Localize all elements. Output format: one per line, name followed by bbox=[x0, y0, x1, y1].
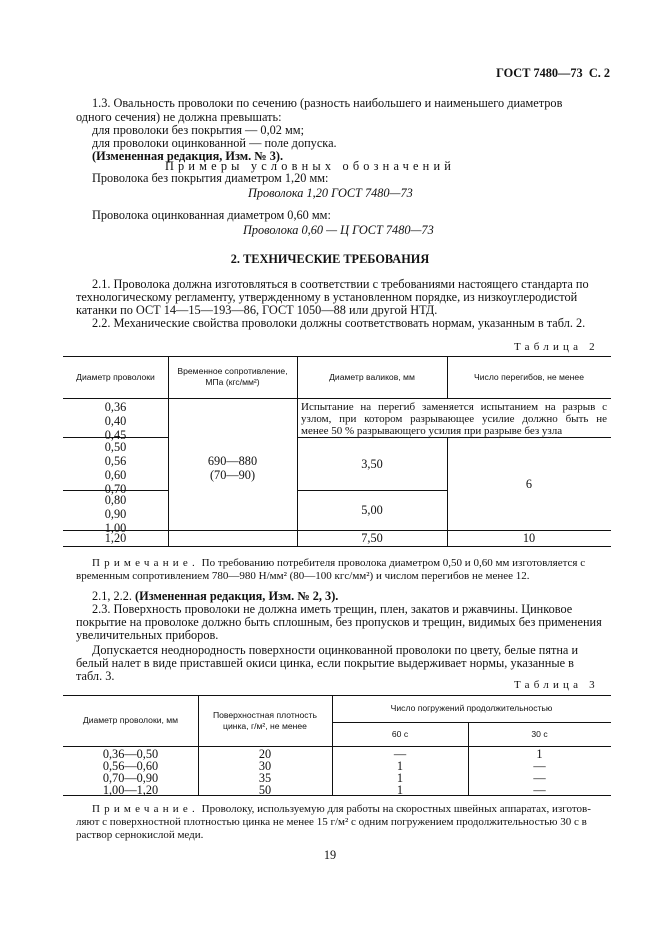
cell-density: 35 bbox=[258, 771, 272, 785]
example2-text: Проволока оцинкованная диаметром 0,60 мм: bbox=[92, 208, 331, 222]
para-2-4-line3: табл. 3. bbox=[76, 669, 115, 683]
edit-clauses: 2.1, 2.2. bbox=[92, 589, 132, 603]
cell-30s: 1 bbox=[536, 747, 543, 761]
para-2-4-line1: Допускается неоднородность поверхности оцинкованной проволоки по цвету, белые пятна и bbox=[92, 643, 579, 657]
note-text: Проволоку, используемую для работы на скоростных швейных аппаратах, изготов- bbox=[201, 803, 591, 815]
edit-note-2-3 bbox=[92, 589, 338, 603]
para-2-2: 2.2. Механические свойства проволоки должны соответствовать нормам, указанным в табл. 2. bbox=[92, 316, 586, 330]
para-2-1-line3: катанки по ОСТ 14—15—193—86, ГОСТ 1050—88 или другой НТД. bbox=[76, 303, 438, 317]
diameter-value: 0,60 bbox=[104, 468, 127, 482]
para-2-3-line3: увеличительных приборов. bbox=[76, 628, 219, 642]
table2-note-line2: временным сопротивлением 780—980 Н/мм² (80—100 кгс/мм²) и числом перегибов не менее 12. bbox=[76, 570, 530, 582]
note-label: Примечание. bbox=[92, 803, 199, 815]
table2-header-diameter: Диаметр проволоки bbox=[76, 371, 155, 382]
diameter-value: 0,40 bbox=[104, 414, 127, 428]
cell-density: 30 bbox=[258, 759, 272, 773]
section-heading: 2. ТЕХНИЧЕСКИЕ ТРЕБОВАНИЯ bbox=[230, 252, 430, 266]
cell-60s: 1 bbox=[396, 771, 404, 785]
para-1-3-line4: для проволоки оцинкованной — поле допуска. bbox=[92, 136, 337, 150]
strength-header-line1: Временное сопротивление, bbox=[177, 366, 288, 376]
table2-note-line1 bbox=[92, 557, 610, 570]
table2-test-note-line3: менее 50 % разрывающего усилия при разрыве без узла bbox=[301, 425, 563, 437]
cell-30s: — bbox=[533, 783, 546, 797]
para-2-1-line1: 2.1. Проволока должна изготовляться в соответствии с требованиями настоящего стандарта по bbox=[92, 277, 589, 291]
cell-30s: — bbox=[533, 759, 546, 773]
density-header-line1: Поверхностная плотность bbox=[212, 709, 318, 720]
table-row bbox=[63, 747, 611, 759]
diameter-value: 0,45 bbox=[104, 428, 127, 442]
cell-density: 50 bbox=[258, 783, 272, 797]
para-2-4-line2: белый налет в виде приставшей окиси цинка, если покрытие выдерживает нормы, указанные в bbox=[76, 656, 574, 670]
density-header-line2: цинка, г/м², не менее bbox=[223, 720, 307, 731]
table2-group4: 1,20 bbox=[104, 531, 127, 545]
cell-diameter: 0,36—0,50 bbox=[102, 747, 159, 761]
edit-text: (Измененная редакция, Изм. № 2, 3). bbox=[135, 589, 339, 603]
edit-note-3: (Измененная редакция, Изм. № 3). bbox=[92, 149, 284, 163]
table2-strength bbox=[168, 454, 297, 482]
table-row bbox=[63, 771, 611, 783]
diameter-value: 1,00 bbox=[104, 521, 127, 535]
table3-body bbox=[63, 747, 611, 795]
diameter-value: 0,36 bbox=[104, 400, 127, 414]
cell-60s: 1 bbox=[396, 759, 404, 773]
table3-header-30s: 30 с bbox=[531, 728, 548, 739]
para-1-3-line3: для проволоки без покрытия — 0,02 мм; bbox=[92, 123, 305, 137]
gost-number: ГОСТ 7480—73 bbox=[496, 66, 583, 80]
para-2-3-line2: покрытие на проволоке должно быть сплошным, без пропусков и трещин, видимых без применения bbox=[76, 615, 602, 629]
diameter-value: 0,80 bbox=[104, 493, 127, 507]
table-row bbox=[63, 783, 611, 795]
note-text: По требованию потребителя проволока диаметром 0,50 и 0,60 мм изготовляется с bbox=[201, 557, 586, 569]
table3-header-60s: 60 с bbox=[391, 728, 409, 739]
para-2-1-line2: технологическому регламенту, утвержденному в установленном порядке, из низкоуглеродистой bbox=[76, 290, 578, 304]
para-2-3-line1: 2.3. Поверхность проволоки не должна иметь трещин, плен, закатов и ржавчины. Цинковое bbox=[92, 602, 573, 616]
roller-5-00: 5,00 bbox=[361, 503, 383, 517]
cell-60s: 1 bbox=[396, 783, 404, 797]
page-number: 19 bbox=[323, 848, 337, 862]
roller-7-50: 7,50 bbox=[361, 531, 383, 545]
cell-density: 20 bbox=[258, 747, 272, 761]
note-label: Примечание. bbox=[92, 557, 199, 569]
strength-mpa: 690—880 bbox=[207, 454, 258, 468]
example1-text: Проволока без покрытия диаметром 1,20 мм: bbox=[92, 171, 329, 185]
table2-group3 bbox=[63, 493, 168, 535]
table3-note-line1 bbox=[92, 803, 610, 816]
table2-group1 bbox=[63, 400, 168, 442]
cell-diameter: 0,56—0,60 bbox=[102, 759, 159, 773]
examples-title: Примеры условных обозначений bbox=[164, 159, 456, 173]
table2-test-note-line1: Испытание на перегиб заменяется испытанием на разрыв с bbox=[301, 401, 607, 413]
page-label: С. 2 bbox=[588, 66, 610, 80]
table2-header-bends: Число перегибов, не менее bbox=[474, 371, 584, 382]
para-1-3-line2: одного сечения) не должна превышать: bbox=[76, 110, 282, 124]
strength-kgf: (70—90) bbox=[209, 468, 256, 482]
cell-diameter: 1,00—1,20 bbox=[102, 783, 159, 797]
para-1-3-line1: 1.3. Овальность проволоки по сечению (разность наибольшего и наименьшего диаметров bbox=[92, 96, 563, 110]
table3-note-line3: раствор сернокислой меди. bbox=[76, 829, 204, 841]
example1-code: Проволока 1,20 ГОСТ 7480—73 bbox=[248, 186, 413, 200]
table3-note-line2: ляют с поверхностной плотностью цинка не менее 15 г/м² с одним погружением продолжительностью 30 с в bbox=[76, 816, 587, 828]
table3-header-diameter: Диаметр проволоки, мм bbox=[82, 715, 179, 725]
strength-header-line2: МПа (кгс/мм²) bbox=[205, 377, 260, 387]
table2-header-rollers: Диаметр валиков, мм bbox=[329, 371, 415, 382]
example2-code: Проволока 0,60 — Ц ГОСТ 7480—73 bbox=[243, 223, 434, 237]
table2-header-strength bbox=[168, 356, 297, 398]
table-row bbox=[63, 759, 611, 771]
table3-header-dips: Число погружений продолжительностью bbox=[390, 703, 553, 713]
page-header bbox=[484, 66, 610, 80]
bends-10: 10 bbox=[522, 531, 536, 545]
cell-30s: — bbox=[533, 771, 546, 785]
table3-caption: Таблица 3 bbox=[514, 679, 599, 691]
diameter-value: 0,56 bbox=[104, 454, 127, 468]
cell-60s: — bbox=[393, 747, 407, 761]
diameter-value: 0,70 bbox=[104, 482, 127, 496]
bends-6: 6 bbox=[525, 476, 533, 491]
cell-diameter: 0,70—0,90 bbox=[102, 771, 159, 785]
roller-3-50: 3,50 bbox=[361, 456, 383, 471]
table2-group2 bbox=[63, 440, 168, 496]
table3-header-density bbox=[198, 695, 332, 746]
table2-caption: Таблица 2 bbox=[514, 341, 599, 353]
diameter-value: 0,90 bbox=[104, 507, 127, 521]
diameter-value: 0,50 bbox=[104, 440, 127, 454]
table2-test-note-line2: узлом, при котором разрывающее усилие должно быть не bbox=[301, 413, 607, 425]
